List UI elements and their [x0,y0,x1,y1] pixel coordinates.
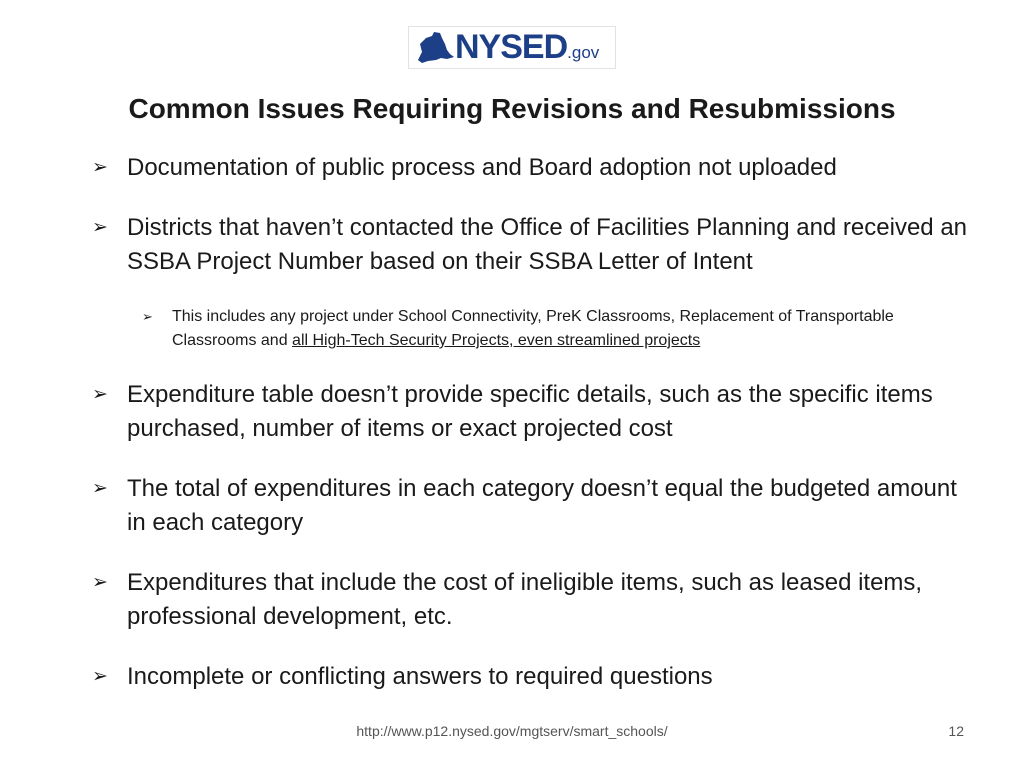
arrow-bullet-icon: ➢ [92,217,108,238]
bullet-text: Documentation of public process and Board adoption not uploaded [127,154,837,181]
arrow-bullet-icon: ➢ [92,666,108,687]
sub-bullet-item [142,305,902,353]
bullet-item [92,151,972,185]
bullet-text: Expenditures that include the cost of ineligible items, such as leased items, professional development, etc. [127,569,923,630]
underlined-phrase: all High-Tech Security Projects, even streamlined projects [292,332,701,349]
footer-url: http://www.p12.nysed.gov/mgtserv/smart_schools/ [356,723,668,739]
arrow-bullet-icon: ➢ [92,157,108,178]
bullet-text: Incomplete or conflicting answers to required questions [127,663,713,690]
bullet-item [92,211,972,279]
bullet-text: Expenditure table doesn’t provide specific details, such as the specific items purchased, number of items or exact projected cost [127,381,933,442]
bullet-text: The total of expenditures in each category doesn’t equal the budgeted amount in each category [127,475,957,536]
sub-bullet-text: This includes any project under School Connectivity, PreK Classrooms, Replacement of Transportable Classrooms and all High-Tech Security Projects, even streamlined projects [172,308,894,349]
ny-state-outline-icon [414,30,456,66]
nysed-logo [408,26,616,69]
arrow-bullet-icon: ➢ [92,478,108,499]
bullet-item [92,660,972,694]
slide-title: Common Issues Requiring Revisions and Resubmissions [128,93,896,124]
page-number: 12 [948,723,964,739]
bullet-item [92,378,972,446]
arrow-bullet-icon: ➢ [92,384,108,405]
bullet-text: Districts that haven’t contacted the Office of Facilities Planning and received an SSBA Project Number based on their SSBA Letter of Intent [127,214,968,275]
bullet-item [92,472,972,540]
logo-wordmark: NYSED.gov [455,28,600,66]
arrow-bullet-icon: ➢ [142,309,153,324]
bullet-item [92,566,972,634]
arrow-bullet-icon: ➢ [92,572,108,593]
